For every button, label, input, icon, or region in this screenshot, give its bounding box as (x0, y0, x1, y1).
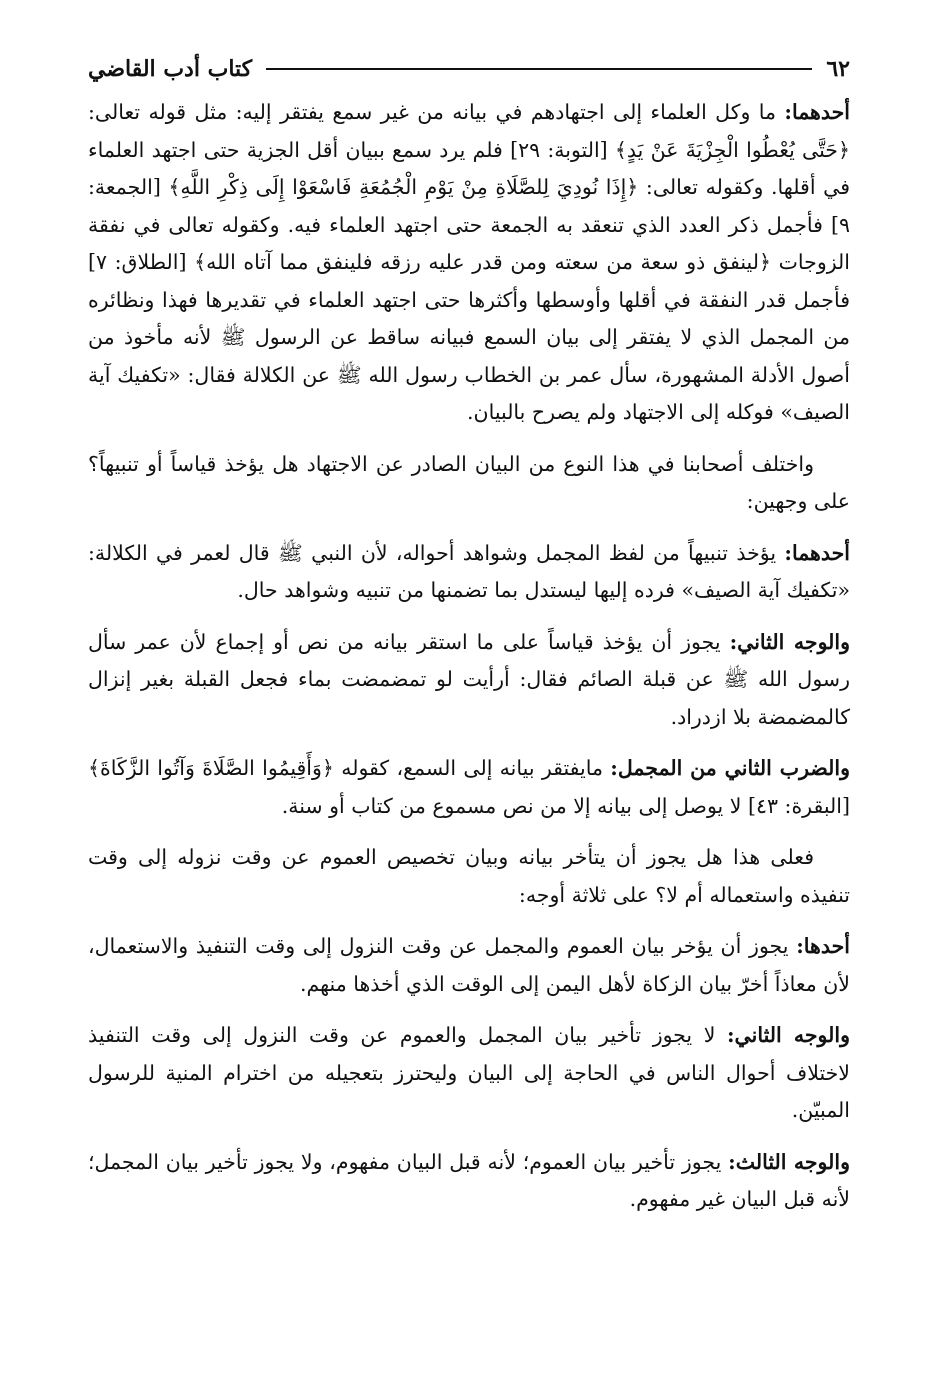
document-page (88, 52, 850, 1233)
paragraph-text: فعلى هذا هل يجوز أن يتأخر بيانه وبيان تخصيص العموم عن وقت نزوله إلى وقت تنفيذه واستعماله أم لا؟ على ثلاثة أوجه: (88, 845, 850, 907)
paragraph-text: لا يجوز تأخير بيان المجمل والعموم عن وقت النزول إلى وقت التنفيذ لاختلاف أحوال الناس في الحاجة إلى البيان وليحترز بتعجيله من اخترام المنية للرسول المبيّن. (88, 1023, 850, 1122)
paragraph-lead: والوجه الثالث: (728, 1149, 850, 1174)
paragraph-5 (88, 750, 850, 825)
paragraph-6 (88, 839, 850, 914)
paragraph-3 (88, 535, 850, 610)
paragraph-text: يجوز أن يؤخذ قياساً على ما استقر بيانه من نص أو إجماع لأن عمر سأل رسول الله ﷺ عن قبلة الصائم فقال: أرأيت لو تمضمضت بماء فجعل القبلة بغير إنزال كالمضمضة بلا ازدراد. (88, 629, 850, 729)
paragraph-lead: أحدهما: (784, 100, 850, 124)
header-rule (266, 68, 812, 70)
paragraph-text: مايفتقر بيانه إلى السمع، كقوله ﴿وَأَقِيمُوا الصَّلَاةَ وَآتُوا الزَّكَاةَ﴾ [البقرة: ٤٣] لا يوصل إلى بيانه إلا من نص مسموع من كتاب أو سنة. (88, 756, 850, 818)
running-header (88, 52, 850, 86)
paragraph-text: واختلف أصحابنا في هذا النوع من البيان الصادر عن الاجتهاد هل يؤخذ قياساً أو تنبيهاً؟ على وجهين: (88, 451, 850, 513)
paragraph-text: يجوز تأخير بيان العموم؛ لأنه قبل البيان مفهوم، ولا يجوز تأخير بيان المجمل؛ لأنه قبل البيان غير مفهوم. (88, 1149, 850, 1211)
paragraph-lead: والوجه الثاني: (729, 629, 851, 654)
paragraph-lead: والضرب الثاني من المجمل: (610, 756, 850, 780)
paragraph-9 (88, 1144, 850, 1219)
paragraph-text: ما وكل العلماء إلى اجتهادهم في بيانه من غير سمع يفتقر إليه: مثل قوله تعالى: ﴿حَتَّى يُعْطُوا الْجِزْيَةَ عَنْ يَدٍ﴾ [التوبة: ٢٩] فلم يرد سمع ببيان أقل الجزية حتى اجتهد العلماء في أقلها. وكقوله تعالى: ﴿إِذَا نُودِيَ لِلصَّلَاةِ مِنْ يَوْمِ الْجُمُعَةِ فَاسْعَوْا إِلَى ذِكْرِ اللَّهِ﴾ [الجمعة: ٩] فأجمل ذكر العدد الذي تنعقد به الجمعة حتى اجتهد العلماء فيه. وكقوله تعالى في نفقة الزوجات ﴿لينفق ذو سعة من سعته ومن قدر عليه رزقه فلينفق مما آتاه الله﴾ [الطلاق: ٧] فأجمل قدر النفقة في أقلها وأوسطها وأكثرها حتى اجتهد العلماء في تقديرها فهذا ونظائره من المجمل الذي لا يفتقر إلى بيان السمع فبيانه ساقط عن الرسول ﷺ لأنه مأخوذ من أصول الأدلة المشهورة، سأل عمر بن الخطاب رسول الله ﷺ عن الكلالة فقال: «تكفيك آية الصيف» فوكله إلى الاجتهاد ولم يصرح بالبيان. (88, 100, 850, 424)
paragraph-8 (88, 1017, 850, 1130)
paragraph-7 (88, 928, 850, 1003)
body-text (88, 94, 850, 1219)
paragraph-text: يجوز أن يؤخر بيان العموم والمجمل عن وقت النزول إلى وقت التنفيذ والاستعمال، لأن معاذاً أخرّ بيان الزكاة لأهل اليمن إلى الوقت الذي أخذها منهم. (88, 934, 850, 996)
paragraph-lead: والوجه الثاني: (726, 1023, 850, 1047)
paragraph-lead: أحدها: (796, 934, 850, 958)
book-title: كتاب أدب القاضي (88, 56, 253, 82)
paragraph-2 (88, 446, 850, 521)
paragraph-text: يؤخذ تنبيهاً من لفظ المجمل وشواهد أحواله، لأن النبي ﷺ قال لعمر في الكلالة: «تكفيك آية الصيف» فرده إليها ليستدل بما تضمنها من تنبيه وشواهد حال. (88, 540, 850, 602)
page-number: ٦٢ (826, 56, 850, 82)
paragraph-4 (88, 624, 850, 737)
paragraph-lead: أحدهما: (784, 540, 850, 565)
paragraph-1 (88, 94, 850, 432)
